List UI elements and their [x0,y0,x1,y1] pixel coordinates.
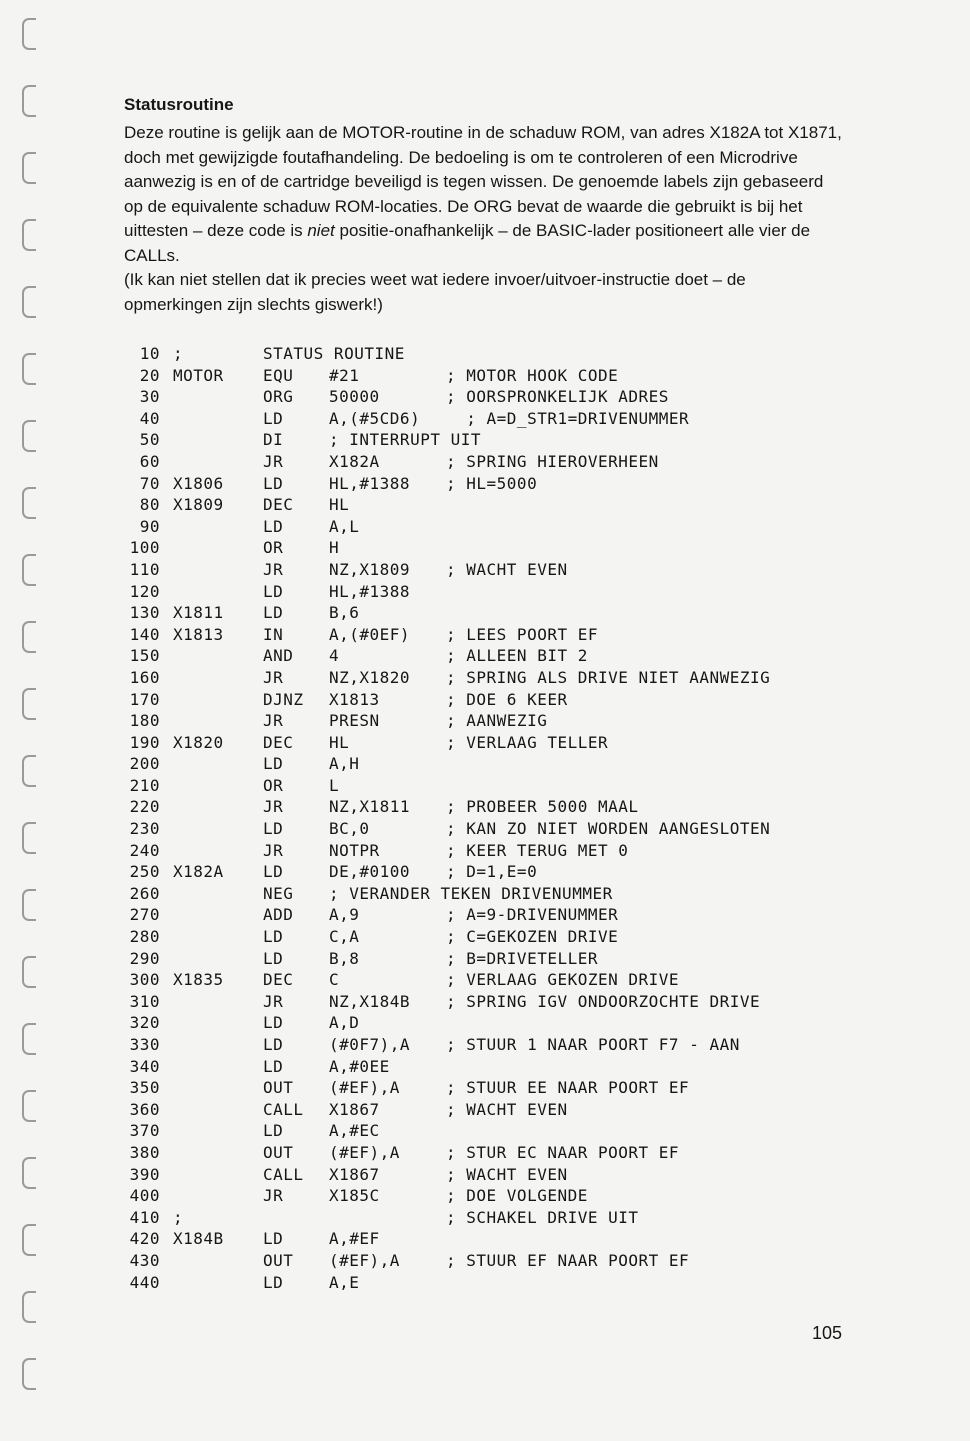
code-operand: NOTPR [329,840,380,860]
code-label: MOTOR [173,365,224,385]
code-label: X1809 [173,495,224,515]
code-operand: A,#0EE [329,1056,390,1076]
code-operand: A,#EF [329,1229,380,1249]
code-opcode: LD [263,1121,284,1141]
binding-hole [22,85,36,117]
code-line [110,732,890,754]
code-operand: X185C [329,1186,380,1206]
code-operand: ; INTERRUPT UIT [329,430,481,450]
code-opcode: LD [263,1035,284,1054]
code-comment: ; MOTOR HOOK CODE [446,365,619,385]
code-line [110,516,890,538]
binding-hole [22,487,36,519]
code-line [110,991,890,1013]
line-number: 390 [129,1164,160,1184]
code-comment: ; LEES POORT EF [446,624,598,644]
code-line [110,473,890,495]
section-heading: Statusroutine [124,95,234,114]
code-label: ; [173,344,184,363]
code-comment: ; WACHT EVEN [446,1099,568,1119]
code-operand: H [329,538,340,558]
line-number: 70 [139,473,160,493]
code-comment: ; DOE 6 KEER [446,689,568,709]
code-opcode: LD [263,516,284,536]
code-line [110,926,890,948]
code-opcode: LD [263,1272,284,1292]
code-operand: DE,#0100 [329,862,411,882]
code-opcode: LD [263,862,284,882]
code-line [110,861,890,883]
line-number: 50 [139,430,160,450]
code-comment: ; STUUR 1 NAAR POORT F7 - AAN [446,1035,740,1054]
line-number: 180 [129,711,160,731]
code-comment: ; PROBEER 5000 MAAL [446,797,639,817]
line-number: 420 [129,1229,160,1249]
code-comment: ; OORSPRONKELIJK ADRES [446,387,669,407]
code-line [110,710,890,732]
code-comment: ; VERLAAG TELLER [446,732,609,752]
line-number: 250 [129,862,160,882]
code-label: X1806 [173,473,224,493]
binding-hole [22,956,36,988]
line-number: 190 [129,732,160,752]
line-number: 10 [139,344,160,363]
code-opcode: OUT [263,1142,294,1162]
code-comment: ; STUR EC NAAR POORT EF [446,1142,680,1162]
code-opcode: LD [263,1056,284,1076]
intro-note: (Ik kan niet stellen dat ik precies weet wat iedere invoer/uitvoer-instructie doet – de opmerkingen zijn slechts giswerk!) [124,270,746,314]
line-number: 340 [129,1056,160,1076]
line-number: 100 [129,538,160,558]
code-opcode: OR [263,538,284,558]
binding-hole [22,554,36,586]
code-line [110,343,890,365]
code-operand: (#0F7),A [329,1035,411,1054]
code-label: X184B [173,1229,224,1249]
code-opcode: DEC [263,495,294,515]
intro-paragraph [124,121,844,268]
line-number: 430 [129,1250,160,1270]
line-number: 130 [129,603,160,623]
code-operand: BC,0 [329,819,370,839]
code-operand: (#EF),A [329,1078,400,1098]
code-opcode: STATUS ROUTINE [263,344,405,363]
code-line [110,775,890,797]
code-opcode: OUT [263,1250,294,1270]
code-line [110,818,890,840]
binding-hole [22,822,36,854]
code-operand: B,8 [329,948,360,968]
page-number: 105 [812,1323,843,1343]
line-number: 110 [129,559,160,579]
code-opcode: JR [263,559,284,579]
code-line [110,645,890,667]
intro-text-part: Deze routine is gelijk aan de MOTOR-routine in de schaduw ROM, van adres X182A tot X1871, doch met gewijzigde foutafhandeling. De bedoeling is om te controleren of een Microdrive aanwezig is en of de cartridge beveiligd is tegen wissen. De genoemde labels zijn gebaseerd op de equivalente schaduw ROM-locaties. De ORG bevat de waarde die gebruikt is bij het uittesten – deze code is [124,123,842,240]
line-number: 170 [129,689,160,709]
code-operand: ; VERANDER TEKEN DRIVENUMMER [329,883,613,903]
code-opcode: OR [263,775,284,795]
line-number: 400 [129,1186,160,1206]
code-operand: PRESN [329,711,380,731]
code-line [110,1272,890,1294]
code-opcode: DJNZ [263,689,304,709]
code-operand: (#EF),A [329,1142,400,1162]
code-operand: A,#EC [329,1121,380,1141]
binding-hole [22,152,36,184]
code-operand: HL [329,495,350,515]
line-number: 270 [129,905,160,925]
code-opcode: AND [263,646,294,666]
code-opcode: OUT [263,1078,294,1098]
line-number: 230 [129,819,160,839]
code-opcode: DEC [263,970,294,990]
code-line [110,753,890,775]
code-opcode: LD [263,948,284,968]
code-comment: ; SPRING HIEROVERHEEN [446,451,659,471]
code-opcode: LD [263,1229,284,1249]
line-number: 350 [129,1078,160,1098]
binding-hole [22,1291,36,1323]
code-operand: HL,#1388 [329,581,411,601]
line-number: 140 [129,624,160,644]
code-label: ; [173,1207,184,1227]
line-number: 260 [129,883,160,903]
code-operand: #21 [329,365,360,385]
code-line [110,948,890,970]
code-line [110,1012,890,1034]
code-operand: 50000 [329,387,380,407]
code-opcode: EQU [263,365,294,385]
code-opcode: LD [263,408,284,428]
line-number: 20 [139,365,160,385]
line-number: 360 [129,1099,160,1119]
intro-text-part: positie-onafhankelijk – de BASIC-lader positioneert alle vier de CALLs. [124,221,811,265]
code-line [110,1207,890,1229]
line-number: 220 [129,797,160,817]
code-operand: A,(#0EF) [329,624,411,644]
line-number: 40 [139,408,160,428]
code-line [110,494,890,516]
code-line [110,667,890,689]
code-comment: ; DOE VOLGENDE [446,1186,588,1206]
code-comment: ; VERLAAG GEKOZEN DRIVE [446,970,680,990]
code-operand: X1867 [329,1099,380,1119]
code-operand: NZ,X184B [329,991,411,1011]
code-opcode: JR [263,797,284,817]
code-line [110,969,890,991]
code-opcode: LD [263,819,284,839]
intro-text [124,121,844,317]
binding-hole [22,755,36,787]
code-opcode: ADD [263,905,294,925]
code-operand: A,D [329,1013,360,1033]
code-operand: A,L [329,516,360,536]
code-operand: 4 [329,646,340,666]
code-comment: ; STUUR EF NAAR POORT EF [446,1250,690,1270]
binding-hole [22,1023,36,1055]
binding-hole [22,889,36,921]
code-label: X1811 [173,603,224,623]
code-label: X1820 [173,732,224,752]
code-operand: HL [329,732,350,752]
code-opcode: JR [263,840,284,860]
binding-hole [22,286,36,318]
binding-hole [22,1090,36,1122]
code-line [110,840,890,862]
code-opcode: LD [263,581,284,601]
code-comment: ; HL=5000 [446,473,538,493]
line-number: 80 [139,495,160,515]
code-label: X1835 [173,970,224,990]
code-line [110,559,890,581]
code-line [110,1164,890,1186]
code-line [110,1185,890,1207]
code-operand: L [329,775,340,795]
code-operand: HL,#1388 [329,473,411,493]
code-opcode: LD [263,754,284,774]
code-line [110,796,890,818]
binding-hole [22,688,36,720]
code-line [110,1142,890,1164]
code-operand: A,9 [329,905,360,925]
code-label: X182A [173,862,224,882]
code-opcode: JR [263,667,284,687]
code-comment: ; KAN ZO NIET WORDEN AANGESLOTEN [446,819,771,839]
line-number: 150 [129,646,160,666]
code-comment: ; WACHT EVEN [446,559,568,579]
code-line [110,1120,890,1142]
code-comment: ; AANWEZIG [446,711,548,731]
code-line [110,624,890,646]
code-operand: B,6 [329,603,360,623]
code-line [110,904,890,926]
code-operand: A,H [329,754,360,774]
code-line [110,689,890,711]
code-line [110,429,890,451]
line-number: 320 [129,1013,160,1033]
code-comment: ; D=1,E=0 [446,862,538,882]
binding-holes [0,0,40,1441]
line-number: 310 [129,991,160,1011]
emphasis-word: niet [307,221,335,240]
line-number: 120 [129,581,160,601]
code-comment: ; WACHT EVEN [446,1164,568,1184]
code-opcode: LD [263,1013,284,1033]
code-line [110,883,890,905]
code-line [110,451,890,473]
code-line [110,537,890,559]
code-opcode: ORG [263,387,294,407]
code-operand: C [329,970,340,990]
code-operand: C,A [329,927,360,947]
assembly-listing [110,343,890,1293]
code-line [110,386,890,408]
binding-hole [22,420,36,452]
code-opcode: JR [263,451,284,471]
code-comment: ; B=DRIVETELLER [446,948,598,968]
code-comment: ; KEER TERUG MET 0 [446,840,629,860]
code-comment: ; A=D_STR1=DRIVENUMMER [446,408,690,428]
code-line [110,1099,890,1121]
line-number: 300 [129,970,160,990]
binding-hole [22,1224,36,1256]
line-number: 60 [139,451,160,471]
code-line [110,602,890,624]
code-comment: ; SPRING IGV ONDOORZOCHTE DRIVE [446,991,761,1011]
code-comment: ; A=9-DRIVENUMMER [446,905,619,925]
code-operand: A,(#5CD6) [329,408,421,428]
code-comment: ; ALLEEN BIT 2 [446,646,588,666]
code-opcode: CALL [263,1164,304,1184]
code-operand: NZ,X1811 [329,797,411,817]
code-line [110,581,890,603]
code-operand: (#EF),A [329,1250,400,1270]
code-label: X1813 [173,624,224,644]
binding-hole [22,219,36,251]
line-number: 330 [129,1035,160,1054]
code-opcode: JR [263,991,284,1011]
code-line [110,1034,890,1056]
binding-hole [22,353,36,385]
binding-hole [22,1157,36,1189]
code-opcode: LD [263,603,284,623]
binding-hole [22,621,36,653]
code-opcode: LD [263,927,284,947]
line-number: 380 [129,1142,160,1162]
line-number: 160 [129,667,160,687]
code-opcode: DI [263,430,284,450]
code-operand: X182A [329,451,380,471]
code-line [110,365,890,387]
code-comment: ; SPRING ALS DRIVE NIET AANWEZIG [446,667,771,687]
line-number: 370 [129,1121,160,1141]
binding-hole [22,1358,36,1390]
code-operand: X1813 [329,689,380,709]
line-number: 30 [139,387,160,407]
code-opcode: JR [263,1186,284,1206]
code-line [110,1056,890,1078]
line-number: 240 [129,840,160,860]
code-opcode: NEG [263,883,294,903]
code-comment: ; C=GEKOZEN DRIVE [446,927,619,947]
line-number: 200 [129,754,160,774]
code-line [110,1228,890,1250]
code-line [110,1077,890,1099]
line-number: 280 [129,927,160,947]
code-comment: ; STUUR EE NAAR POORT EF [446,1078,690,1098]
code-operand: NZ,X1809 [329,559,411,579]
line-number: 210 [129,775,160,795]
code-opcode: DEC [263,732,294,752]
code-opcode: LD [263,473,284,493]
code-comment: ; SCHAKEL DRIVE UIT [446,1207,639,1227]
code-opcode: IN [263,624,284,644]
code-operand: A,E [329,1272,360,1292]
code-line [110,1250,890,1272]
line-number: 290 [129,948,160,968]
line-number: 410 [129,1207,160,1227]
code-operand: NZ,X1820 [329,667,411,687]
code-opcode: CALL [263,1099,304,1119]
code-opcode: JR [263,711,284,731]
code-operand: X1867 [329,1164,380,1184]
line-number: 440 [129,1272,160,1292]
binding-hole [22,18,36,50]
line-number: 90 [139,516,160,536]
code-line [110,408,890,430]
